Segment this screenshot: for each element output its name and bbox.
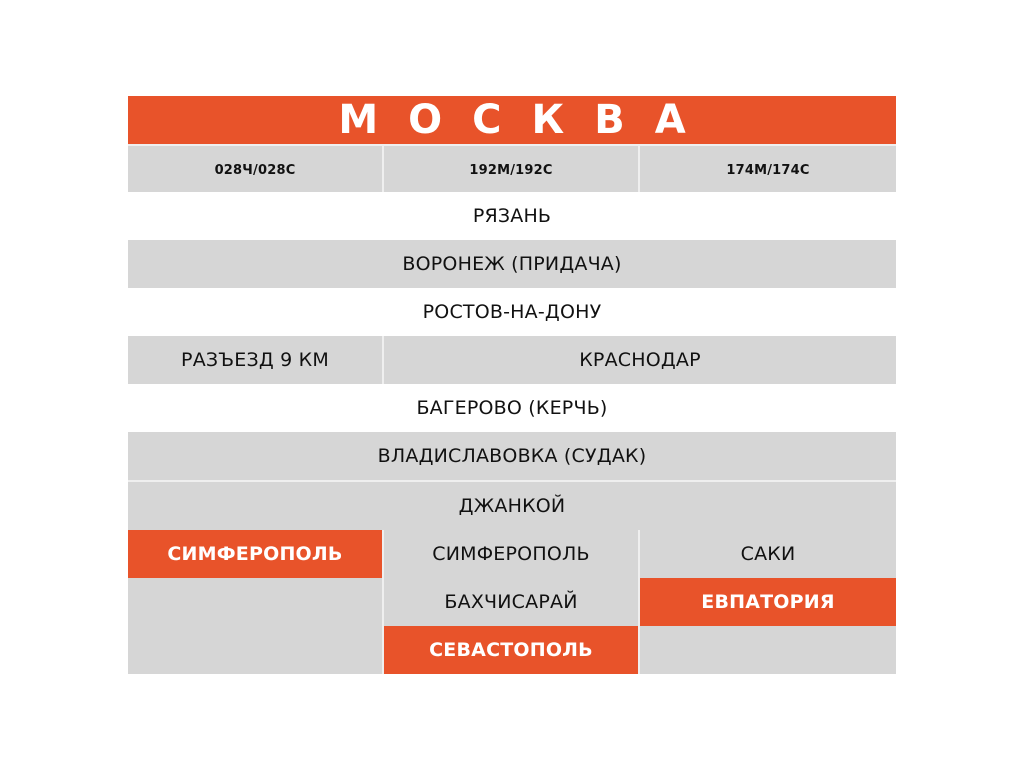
station-vladislavovka: ВЛАДИСЛАВОВКА (СУДАК): [128, 432, 896, 480]
terminal-evpatoria: ЕВПАТОРИЯ: [640, 578, 896, 626]
train-192: 192М/192С: [384, 146, 640, 194]
station-row: [128, 192, 896, 240]
station-ryazan: РЯЗАНЬ: [128, 192, 896, 240]
route-table: [128, 96, 896, 672]
station-row: [128, 528, 896, 576]
station-rostov: РОСТОВ-НА-ДОНУ: [128, 288, 896, 336]
station-krasnodar: КРАСНОДАР: [384, 336, 896, 384]
empty-cell: [128, 578, 384, 626]
station-saki: САКИ: [640, 530, 896, 578]
station-row: [128, 288, 896, 336]
terminal-simferopol: СИМФЕРОПОЛЬ: [128, 530, 384, 578]
empty-cell: [128, 626, 384, 674]
origin-city-title: МОСКВА: [128, 96, 896, 144]
station-row: [128, 336, 896, 384]
station-row: [128, 624, 896, 672]
station-simferopol: СИМФЕРОПОЛЬ: [384, 530, 640, 578]
station-row: [128, 480, 896, 528]
station-bakhchisaray: БАХЧИСАРАЙ: [384, 578, 640, 626]
title-row: [128, 96, 896, 144]
station-bagerovo: БАГЕРОВО (КЕРЧЬ): [128, 384, 896, 432]
station-row: [128, 432, 896, 480]
terminal-sevastopol: СЕВАСТОПОЛЬ: [384, 626, 640, 674]
train-numbers-row: [128, 144, 896, 192]
station-row: [128, 384, 896, 432]
station-row: [128, 576, 896, 624]
train-028: 028Ч/028С: [128, 146, 384, 194]
station-row: [128, 240, 896, 288]
station-voronezh: ВОРОНЕЖ (ПРИДАЧА): [128, 240, 896, 288]
station-dzhankoy: ДЖАНКОЙ: [128, 482, 896, 530]
train-174: 174М/174С: [640, 146, 896, 194]
station-razezd: РАЗЪЕЗД 9 КМ: [128, 336, 384, 384]
empty-cell: [640, 626, 896, 674]
